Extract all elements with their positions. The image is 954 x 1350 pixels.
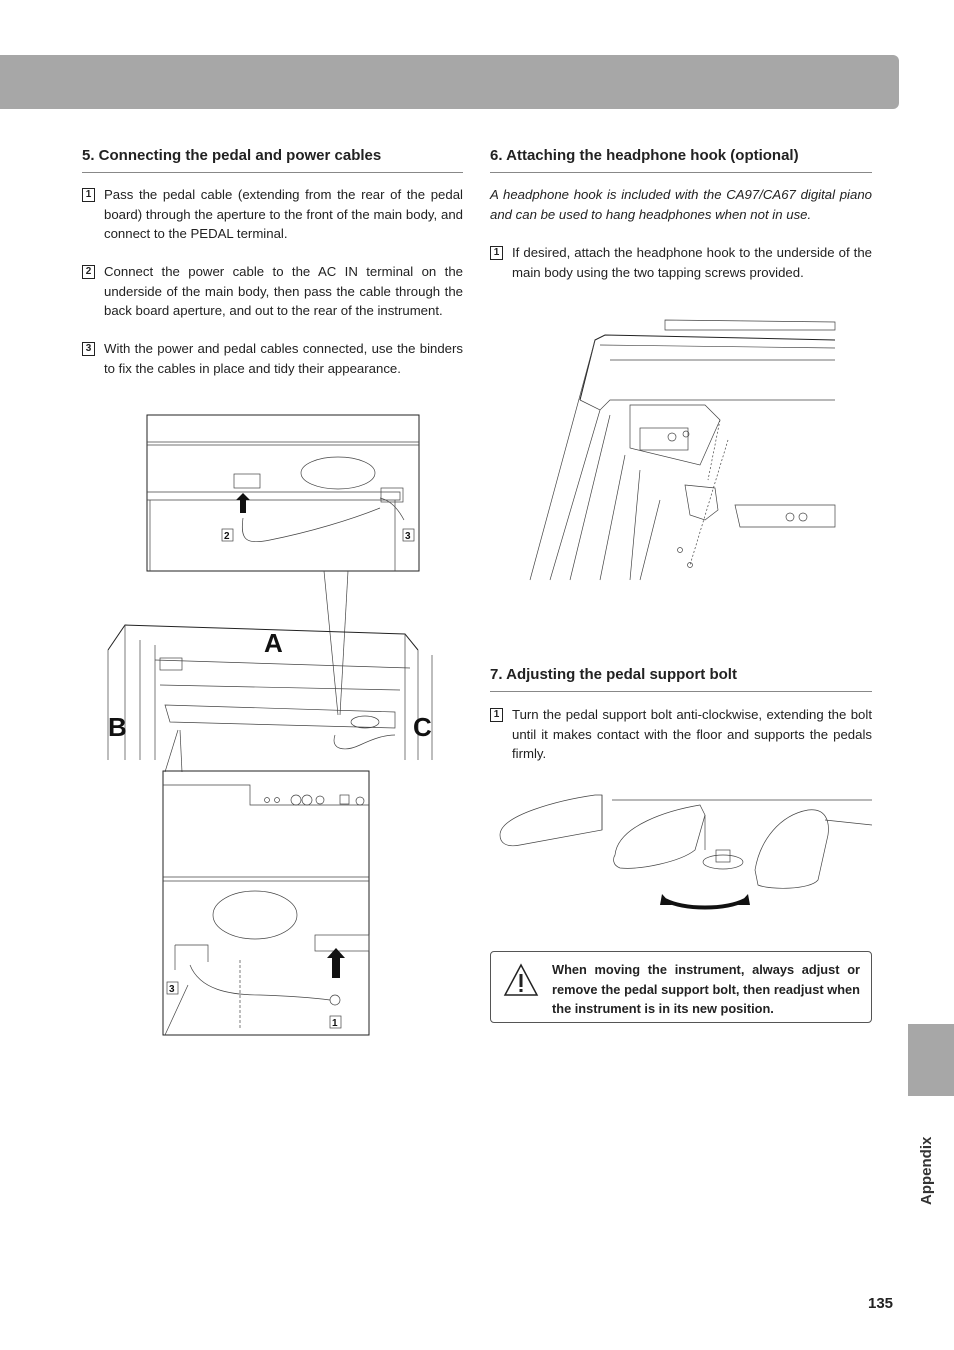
warning-triangle-icon bbox=[503, 963, 539, 997]
section-6-title: 6. Attaching the headphone hook (optional) bbox=[490, 147, 872, 173]
label-c: C bbox=[413, 712, 432, 742]
appendix-label: Appendix bbox=[918, 1136, 935, 1205]
section-5-title: 5. Connecting the pedal and power cables bbox=[82, 147, 463, 173]
step-number: 1 bbox=[490, 708, 503, 722]
warning-box bbox=[490, 951, 872, 1023]
step-text: If desired, attach the headphone hook to the underside of the main body using the two tapping screws provided. bbox=[512, 245, 872, 280]
step-number: 3 bbox=[82, 342, 95, 356]
callout-3-bottom: 3 bbox=[169, 984, 175, 995]
label-b: B bbox=[108, 712, 127, 742]
label-a: A bbox=[264, 628, 283, 658]
step-text: Pass the pedal cable (extending from the rear of the pedal board) through the aperture to the front of the main body, and connect to the PEDAL terminal. bbox=[104, 187, 463, 241]
step-text: With the power and pedal cables connected, use the binders to fix the cables in place and tidy their appearance. bbox=[104, 341, 463, 376]
step-text: Connect the power cable to the AC IN terminal on the underside of the main body, then pass the cable through the back board aperture, and out to the rear of the instrument. bbox=[104, 264, 463, 318]
step-number: 2 bbox=[82, 265, 95, 279]
step-number: 1 bbox=[490, 246, 503, 260]
step-text: Turn the pedal support bolt anti-clockwise, extending the bolt until it makes contact with the floor and supports the pedals firmly. bbox=[512, 707, 872, 761]
page-number: 135 bbox=[868, 1295, 894, 1312]
warning-text: When moving the instrument, always adjust or remove the pedal support bolt, then readjust when the instrument is in its new position. bbox=[552, 962, 860, 1016]
callout-3-top: 3 bbox=[405, 531, 411, 542]
section-7-title: 7. Adjusting the pedal support bolt bbox=[490, 666, 872, 692]
callout-2: 2 bbox=[224, 531, 230, 542]
section-6-intro: A headphone hook is included with the CA97/CA67 digital piano and can be used to hang headphones when not in use. bbox=[490, 187, 872, 222]
callout-1: 1 bbox=[332, 1018, 338, 1029]
step-number: 1 bbox=[82, 188, 95, 202]
appendix-tab bbox=[908, 1024, 954, 1096]
